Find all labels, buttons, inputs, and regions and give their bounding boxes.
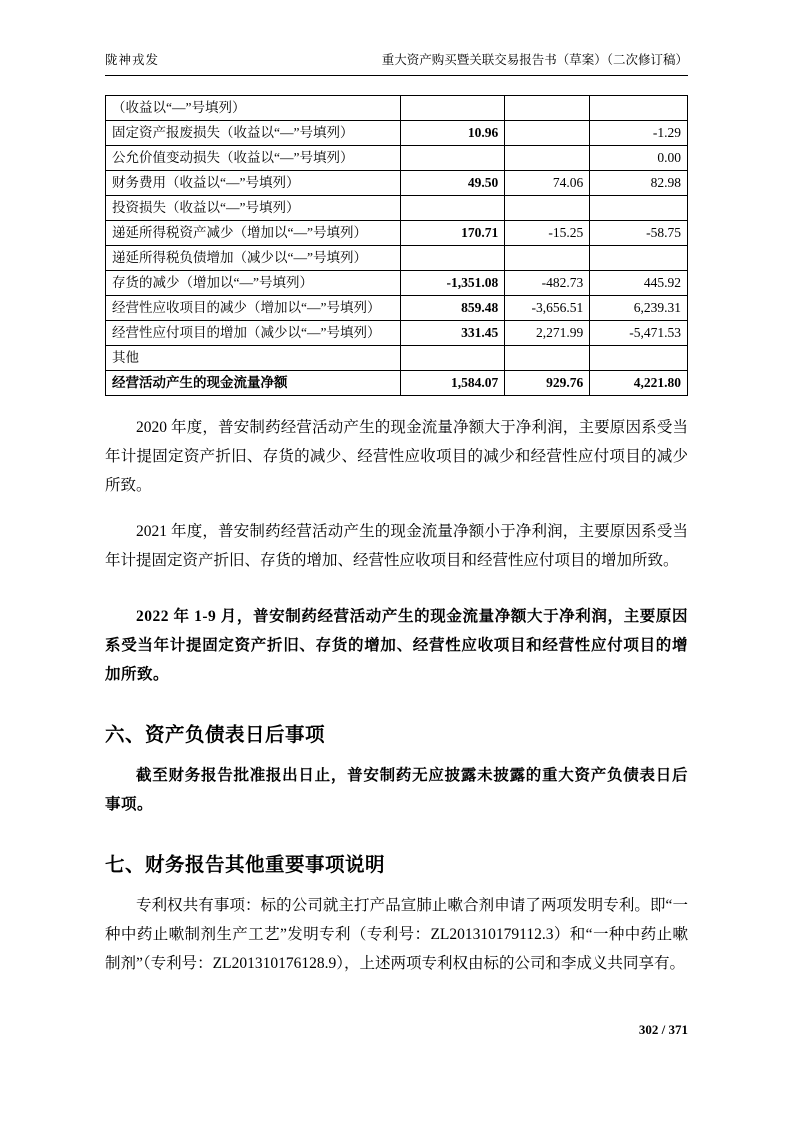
table-row bbox=[106, 146, 688, 171]
row-label: 经营活动产生的现金流量净额 bbox=[106, 371, 401, 396]
table-row bbox=[106, 321, 688, 346]
table-row bbox=[106, 96, 688, 121]
section-6-heading: 六、资产负债表日后事项 bbox=[105, 724, 326, 746]
row-label: 投资损失（收益以“—”号填列） bbox=[106, 196, 401, 221]
table-row bbox=[106, 246, 688, 271]
row-value: 74.06 bbox=[505, 171, 590, 196]
row-value: -15.25 bbox=[505, 221, 590, 246]
row-value bbox=[505, 246, 590, 271]
row-value bbox=[400, 246, 505, 271]
table-row bbox=[106, 196, 688, 221]
table-row bbox=[106, 121, 688, 146]
row-value: 49.50 bbox=[400, 171, 505, 196]
row-value: 82.98 bbox=[590, 171, 688, 196]
row-value: -58.75 bbox=[590, 221, 688, 246]
row-value bbox=[590, 246, 688, 271]
row-value: -1.29 bbox=[590, 121, 688, 146]
page-number: 302 / 371 bbox=[638, 1022, 688, 1037]
row-value bbox=[590, 196, 688, 221]
table-row bbox=[106, 296, 688, 321]
row-value: 10.96 bbox=[400, 121, 505, 146]
table-row bbox=[106, 221, 688, 246]
cash-flow-table bbox=[105, 95, 688, 396]
page-header bbox=[105, 50, 688, 76]
table-row bbox=[106, 271, 688, 296]
row-value bbox=[505, 196, 590, 221]
row-value: 929.76 bbox=[505, 371, 590, 396]
row-value: -5,471.53 bbox=[590, 321, 688, 346]
row-value: 331.45 bbox=[400, 321, 505, 346]
row-value bbox=[590, 346, 688, 371]
row-label: 财务费用（收益以“—”号填列） bbox=[106, 171, 401, 196]
row-value: 0.00 bbox=[590, 146, 688, 171]
paragraph-2020: 2020 年度，普安制药经营活动产生的现金流量净额大于净利润，主要原因系受当年计提固定资产折旧、存货的减少、经营性应收项目的减少和经营性应付项目的减少所致。 bbox=[105, 419, 688, 494]
row-label: 存货的减少（增加以“—”号填列） bbox=[106, 271, 401, 296]
header-company-name: 陇神戎发 bbox=[105, 53, 160, 67]
row-label: 递延所得税负债增加（减少以“—”号填列） bbox=[106, 246, 401, 271]
row-label: （收益以“—”号填列） bbox=[106, 96, 401, 121]
row-value: 4,221.80 bbox=[590, 371, 688, 396]
row-value: 1,584.07 bbox=[400, 371, 505, 396]
row-label: 其他 bbox=[106, 346, 401, 371]
row-value: -1,351.08 bbox=[400, 271, 505, 296]
row-value bbox=[505, 346, 590, 371]
row-value: 859.48 bbox=[400, 296, 505, 321]
row-value: -3,656.51 bbox=[505, 296, 590, 321]
section-6-body: 截至财务报告批准报出日止，普安制药无应披露未披露的重大资产负债表日后事项。 bbox=[105, 767, 688, 813]
row-label: 经营性应收项目的减少（增加以“—”号填列） bbox=[106, 296, 401, 321]
row-value bbox=[400, 196, 505, 221]
row-value: 2,271.99 bbox=[505, 321, 590, 346]
cash-flow-table-body bbox=[106, 96, 688, 396]
table-row bbox=[106, 346, 688, 371]
row-label: 递延所得税资产减少（增加以“—”号填列） bbox=[106, 221, 401, 246]
row-label: 公允价值变动损失（收益以“—”号填列） bbox=[106, 146, 401, 171]
section-7-body: 专利权共有事项：标的公司就主打产品宣肺止嗽合剂申请了两项发明专利。即“一种中药止嗽制剂生产工艺”发明专利（专利号：ZL201310179112.3）和“一种中药止嗽制剂”（专利号：ZL201310176128.9），上述两项专利权由标的公司和李成义共同享有。 bbox=[105, 897, 688, 972]
table-row bbox=[106, 371, 688, 396]
row-value: -482.73 bbox=[505, 271, 590, 296]
row-value bbox=[400, 146, 505, 171]
row-label: 经营性应付项目的增加（减少以“—”号填列） bbox=[106, 321, 401, 346]
row-label: 固定资产报废损失（收益以“—”号填列） bbox=[106, 121, 401, 146]
header-report-title: 重大资产购买暨关联交易报告书（草案）（二次修订稿） bbox=[381, 53, 688, 67]
row-value: 445.92 bbox=[590, 271, 688, 296]
paragraph-2021: 2021 年度，普安制药经营活动产生的现金流量净额小于净利润，主要原因系受当年计提固定资产折旧、存货的增加、经营性应收项目和经营性应付项目的增加所致。 bbox=[105, 523, 688, 569]
row-value bbox=[400, 346, 505, 371]
row-value bbox=[505, 146, 590, 171]
row-value bbox=[590, 96, 688, 121]
row-value bbox=[505, 96, 590, 121]
row-value: 6,239.31 bbox=[590, 296, 688, 321]
row-value bbox=[505, 121, 590, 146]
table-row bbox=[106, 171, 688, 196]
row-value: 170.71 bbox=[400, 221, 505, 246]
paragraph-2022: 2022 年 1-9 月，普安制药经营活动产生的现金流量净额大于净利润，主要原因系受当年计提固定资产折旧、存货的增加、经营性应收项目和经营性应付项目的增加所致。 bbox=[105, 608, 688, 683]
row-value bbox=[400, 96, 505, 121]
section-7-heading: 七、财务报告其他重要事项说明 bbox=[105, 854, 386, 876]
